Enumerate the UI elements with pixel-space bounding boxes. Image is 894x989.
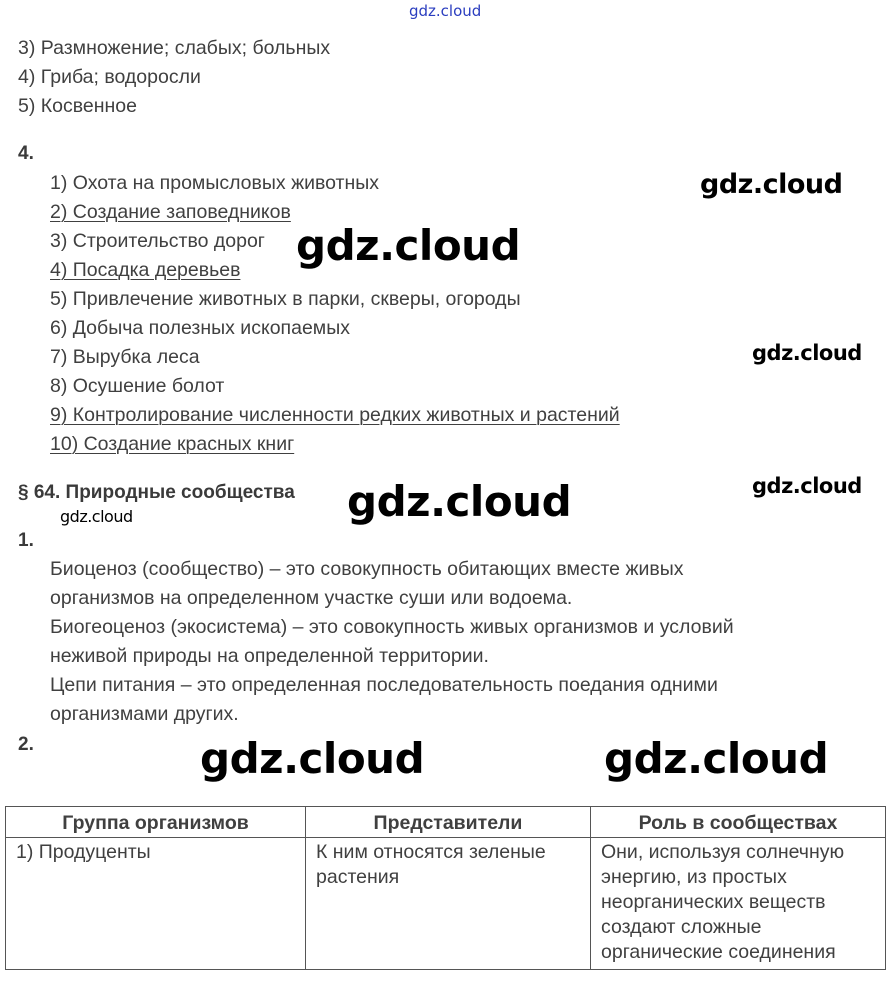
text-line: неживой природы на определенной территории.	[50, 645, 489, 667]
table-header-row	[6, 807, 886, 838]
list-item-underlined: 10) Создание красных книг	[50, 433, 295, 455]
page-bottom-edge	[0, 985, 894, 989]
list-item: 8) Осушение болот	[50, 375, 225, 397]
watermark: gdz.cloud	[700, 169, 843, 200]
list-item: 5) Привлечение животных в парки, скверы, огороды	[50, 288, 521, 310]
organisms-table	[5, 806, 886, 970]
list-item-underlined: 4) Посадка деревьев	[50, 259, 241, 281]
table-cell: К ним относятся зеленые растения	[306, 838, 591, 970]
text-line: Биоценоз (сообщество) – это совокупность обитающих вместе живых	[50, 558, 684, 580]
text-line: Цепи питания – это определенная последовательность поедания одними	[50, 674, 718, 696]
column-header: Группа организмов	[6, 807, 306, 838]
watermark: gdz.cloud	[296, 221, 521, 270]
watermark-top: gdz.cloud	[409, 2, 482, 20]
watermark: gdz.cloud	[752, 341, 862, 365]
column-header: Роль в сообществах	[591, 807, 886, 838]
list-item: 1) Охота на промысловых животных	[50, 172, 380, 194]
table-cell: 1) Продуценты	[6, 838, 306, 970]
list-item: 3) Строительство дорог	[50, 230, 265, 252]
text-line: организмами других.	[50, 703, 239, 725]
text-line: Биогеоценоз (экосистема) – это совокупность живых организмов и условий	[50, 616, 734, 638]
question-number: 2.	[18, 734, 34, 755]
list-item: 4) Гриба; водоросли	[18, 66, 201, 88]
watermark: gdz.cloud	[200, 734, 425, 783]
list-item: 5) Косвенное	[18, 95, 137, 117]
text-line: организмов на определенном участке суши или водоема.	[50, 587, 573, 609]
section-title: § 64. Природные сообщества	[18, 482, 295, 503]
watermark: gdz.cloud	[347, 477, 572, 526]
table-row	[6, 838, 886, 970]
list-item-underlined: 9) Контролирование численности редких животных и растений	[50, 404, 620, 426]
list-item: 3) Размножение; слабых; больных	[18, 37, 331, 59]
list-item: 7) Вырубка леса	[50, 346, 200, 368]
table-cell: Они, используя солнечную энергию, из простых неорганических веществ создают сложные органические соединения	[591, 838, 886, 970]
list-item: 6) Добыча полезных ископаемых	[50, 317, 350, 339]
question-number: 1.	[18, 530, 34, 551]
column-header: Представители	[306, 807, 591, 838]
watermark: gdz.cloud	[60, 507, 133, 526]
question-number: 4.	[18, 143, 34, 164]
watermark: gdz.cloud	[752, 474, 862, 498]
list-item-underlined: 2) Создание заповедников	[50, 201, 291, 223]
watermark: gdz.cloud	[604, 734, 829, 783]
